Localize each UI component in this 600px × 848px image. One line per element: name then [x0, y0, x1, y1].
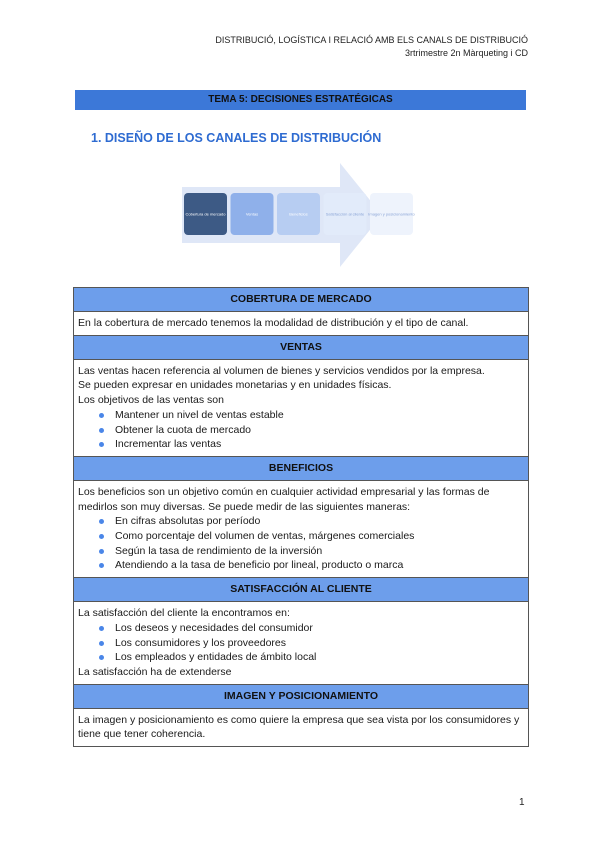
bullet-text: Los deseos y necesidades del consumidor [115, 621, 313, 634]
section-body [74, 360, 528, 457]
section-header: SATISFACCIÓN AL CLIENTE [74, 578, 528, 602]
bullet-item [78, 514, 524, 529]
body-text: Los objetivos de las ventas son [78, 394, 224, 407]
bullet-list [78, 408, 524, 452]
header-course-title: DISTRIBUCIÓ, LOGÍSTICA I RELACIÓ AMB ELS CANALS DE DISTRIBUCIÓ [215, 35, 528, 45]
section-body [74, 709, 528, 746]
process-arrow-diagram [182, 163, 418, 267]
section-header: BENEFICIOS [74, 457, 528, 481]
diagram-step-label: Beneficios [289, 211, 308, 217]
diagram-step-label: Satisfacción al cliente [325, 211, 365, 217]
bullet-text: Como porcentaje del volumen de ventas, márgenes comerciales [115, 530, 415, 543]
section-header: IMAGEN Y POSICIONAMIENTO [74, 685, 528, 709]
bullet-dot-icon [99, 641, 104, 646]
bullet-dot-icon [99, 549, 104, 554]
page-number: 1 [519, 797, 525, 808]
topic-banner: TEMA 5: DECISIONES ESTRATÉGICAS [75, 90, 526, 110]
bullet-list [78, 514, 524, 573]
bullet-text: Mantener un nivel de ventas estable [115, 408, 284, 421]
section-body [74, 312, 528, 336]
body-text: La satisfacción ha de extenderse [78, 665, 232, 678]
bullet-text: Los empleados y entidades de ámbito local [115, 651, 317, 664]
bullet-item [78, 650, 524, 665]
body-text: La satisfacción del cliente la encontramos en: [78, 607, 290, 620]
section-heading: 1. DISEÑO DE LOS CANALES DE DISTRIBUCIÓN [91, 131, 382, 145]
body-text: Se pueden expresar en unidades monetarias y en unidades físicas. [78, 379, 392, 392]
bullet-dot-icon [99, 413, 104, 418]
strategy-table [73, 287, 529, 747]
section-body [74, 602, 528, 685]
bullet-item [78, 558, 524, 573]
bullet-dot-icon [99, 655, 104, 660]
section-body [74, 481, 528, 578]
bullet-item [78, 423, 524, 438]
bullet-item [78, 636, 524, 651]
body-text: La imagen y posicionamiento es como quiere la empresa que sea vista por los consumidores y tiene que tener coherencia. [78, 713, 520, 741]
bullet-item [78, 529, 524, 544]
header-term: 3rtrimestre 2n Màrqueting i CD [404, 48, 528, 58]
bullet-dot-icon [99, 563, 104, 568]
bullet-dot-icon [99, 519, 104, 524]
bullet-text: Atendiendo a la tasa de beneficio por lineal, producto o marca [115, 559, 404, 572]
section-header: VENTAS [74, 336, 528, 360]
bullet-item [78, 544, 524, 559]
bullet-dot-icon [99, 442, 104, 447]
section-header: COBERTURA DE MERCADO [74, 288, 528, 312]
bullet-item [78, 437, 524, 452]
bullet-text: En cifras absolutas por período [115, 515, 261, 528]
body-text: Las ventas hacen referencia al volumen de bienes y servicios vendidos por la empresa. [78, 364, 485, 377]
diagram-step-label: Cobertura de mercado [185, 211, 226, 217]
body-text: En la cobertura de mercado tenemos la modalidad de distribución y el tipo de canal. [78, 317, 469, 329]
bullet-text: Los consumidores y los proveedores [115, 636, 287, 649]
bullet-text: Incrementar las ventas [115, 438, 222, 451]
diagram-step-label: Imagen y posicionamiento [368, 211, 415, 217]
bullet-item [78, 408, 524, 423]
bullet-dot-icon [99, 626, 104, 631]
bullet-dot-icon [99, 534, 104, 539]
bullet-text: Obtener la cuota de mercado [115, 423, 251, 436]
body-text: Los beneficios son un objetivo común en cualquier actividad empresarial y las formas de medirlos son muy diversas. Se puede medir de las siguientes maneras: [78, 485, 490, 513]
bullet-text: Según la tasa de rendimiento de la inversión [115, 544, 323, 557]
bullet-list [78, 621, 524, 665]
bullet-dot-icon [99, 428, 104, 433]
bullet-item [78, 621, 524, 636]
diagram-step-label: Ventas [245, 211, 259, 217]
